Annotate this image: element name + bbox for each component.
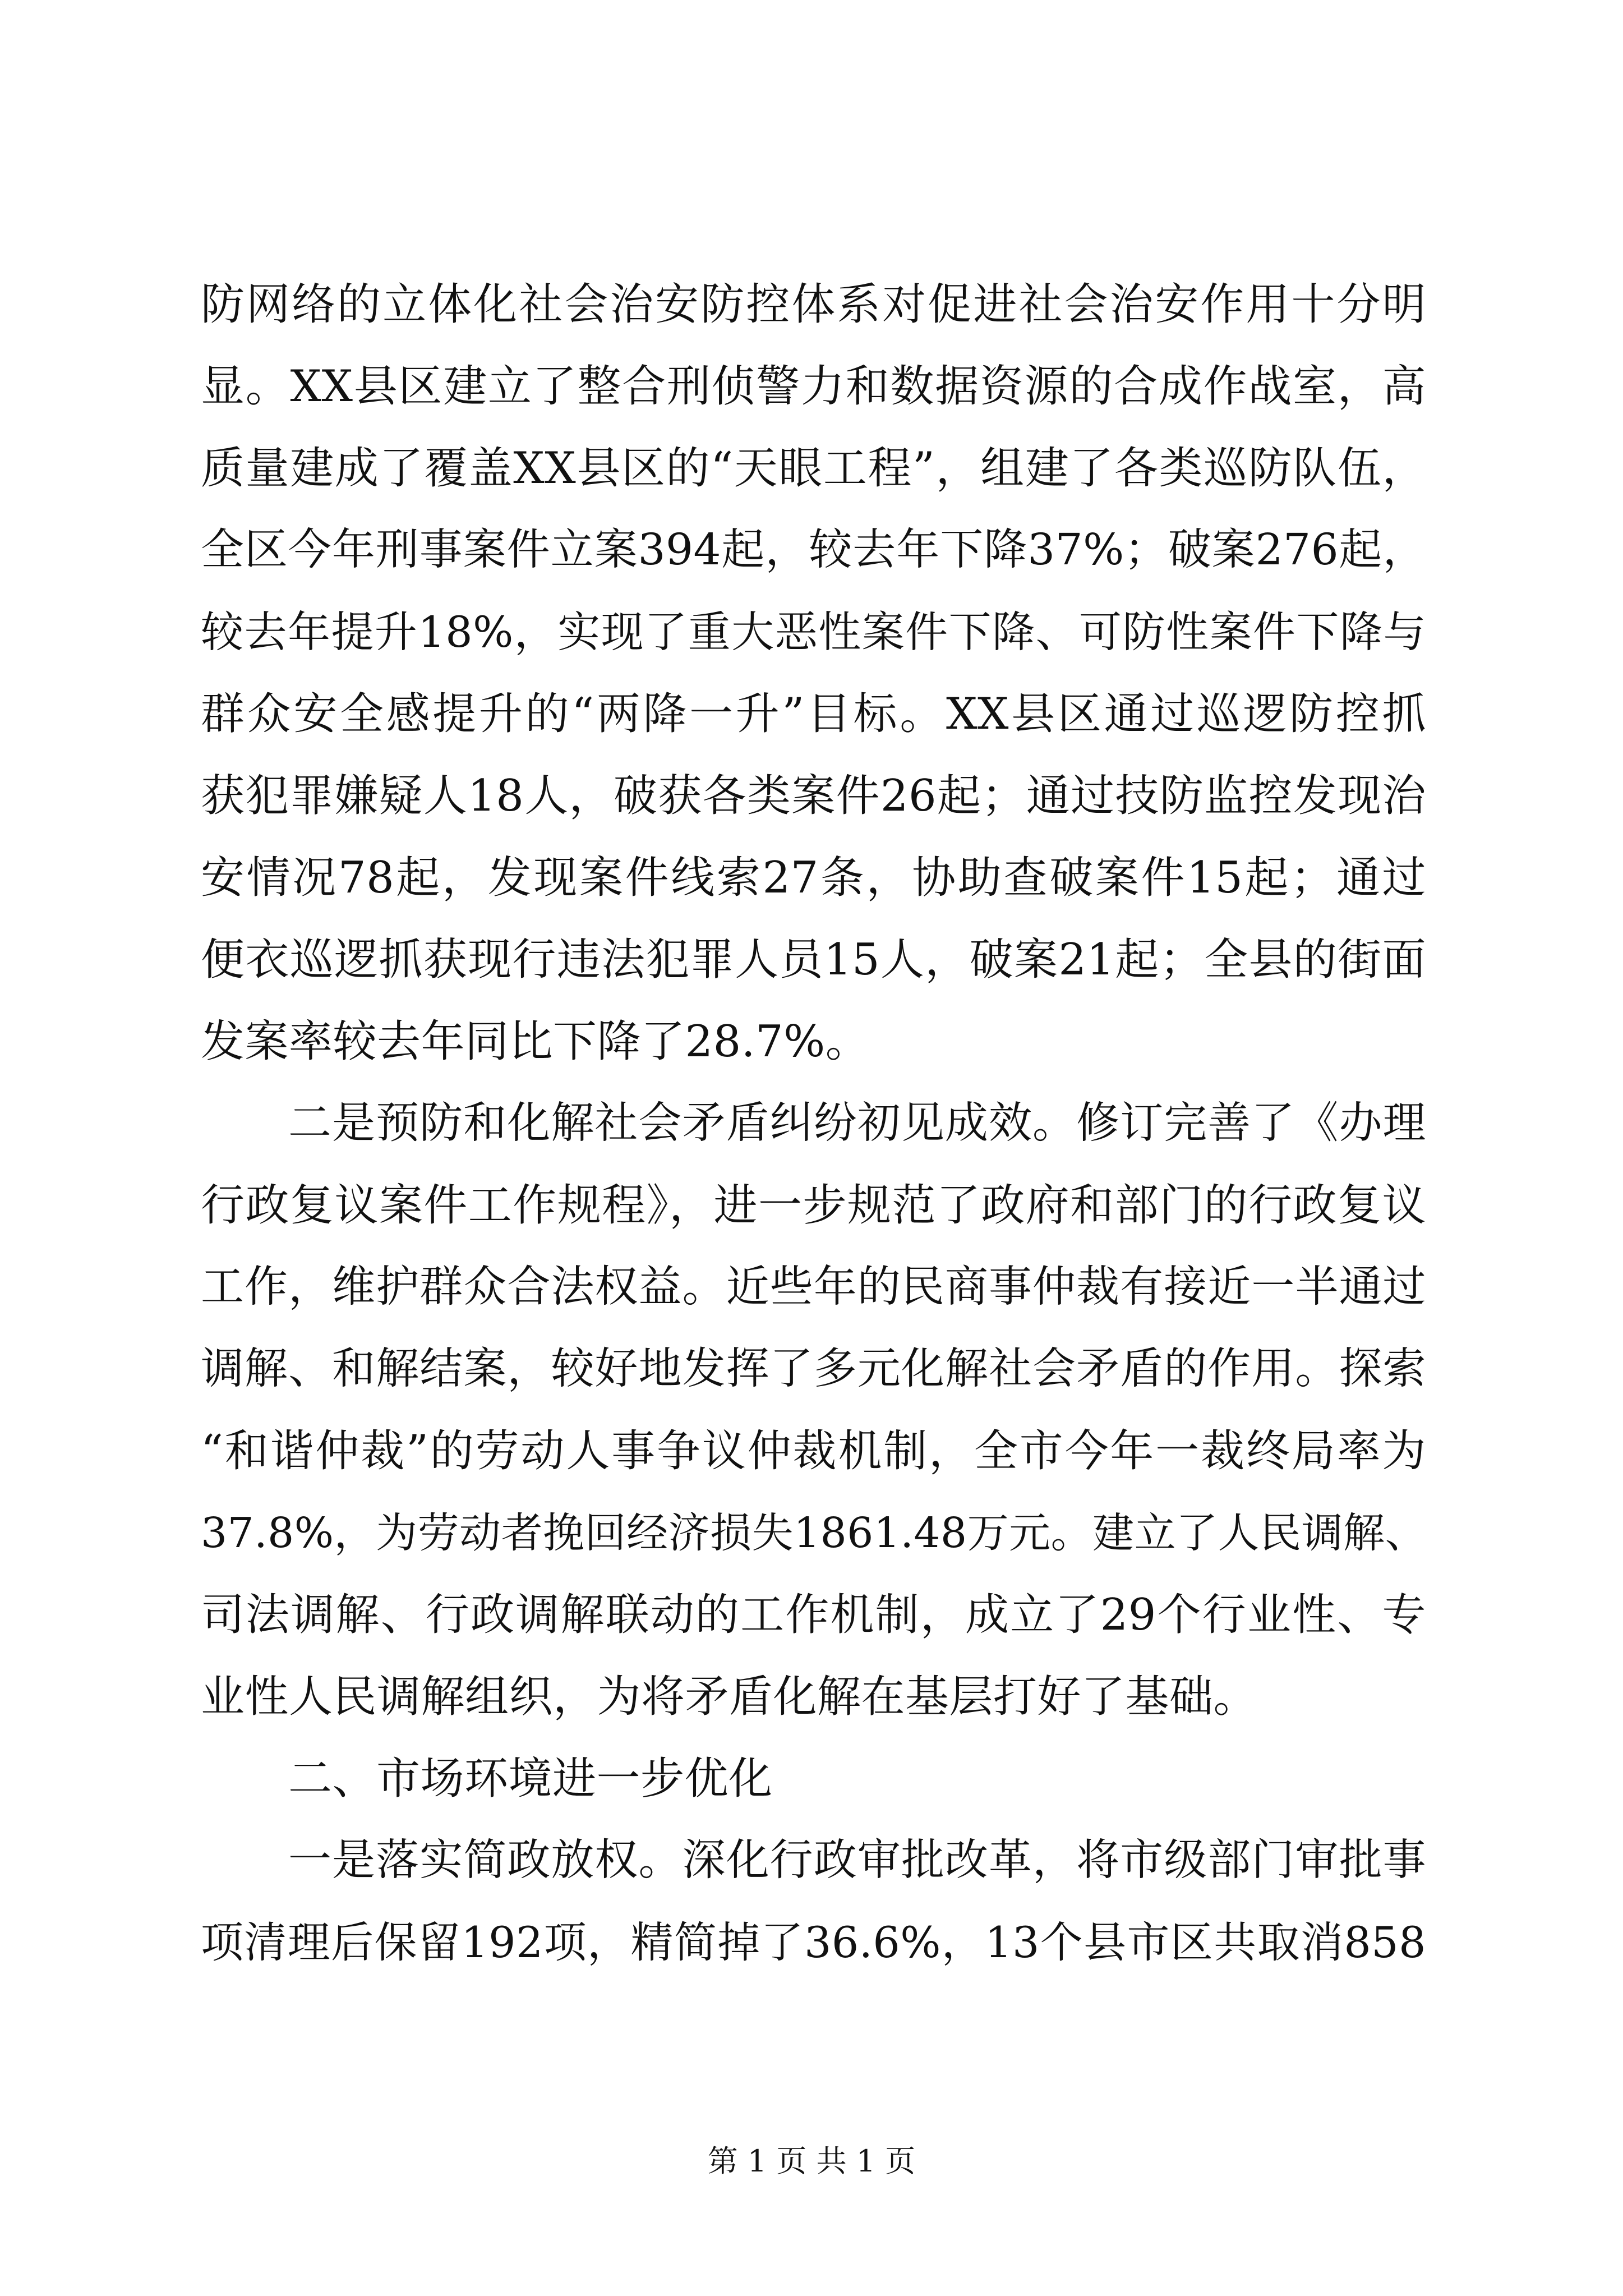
page-footer: 第 1 页 共 1 页 (707, 2143, 916, 2179)
text-line: 调解、和解结案，较好地发挥了多元化解社会矛盾的作用。探索 (201, 1344, 1426, 1394)
text-line: 一是落实简政放权。深化行政审批改革，将市级部门审批事 (288, 1835, 1426, 1885)
text-line: 工作，维护群众合法权益。近些年的民商事仲裁有接近一半通过 (201, 1262, 1426, 1312)
text-line: 行政复议案件工作规程》，进一步规范了政府和部门的行政复议 (201, 1180, 1426, 1231)
text-line: 防网络的立体化社会治安防控体系对促进社会治安作用十分明 (201, 279, 1426, 330)
text-line: 全区今年刑事案件立案394起，较去年下降37%；破案276起， (201, 525, 1426, 575)
body-text (201, 264, 1426, 1984)
text-line: 显。XX县区建立了整合刑侦警力和数据资源的合成作战室，高 (201, 361, 1426, 412)
text-line: 37.8%，为劳动者挽回经济损失1861.48万元。建立了人民调解、 (201, 1509, 1427, 1557)
text-line: 发案率较去年同比下降了28.7%。 (201, 1016, 870, 1067)
text-line: 群众安全感提升的“两降一升”目标。XX县区通过巡逻防控抓 (201, 689, 1426, 739)
text-line: 便衣巡逻抓获现行违法犯罪人员15人，破案21起；全县的街面 (201, 935, 1426, 985)
section-heading: 二、市场环境进一步优化 (288, 1754, 773, 1804)
text-line: “和谐仲裁”的劳动人事争议仲裁机制，全市今年一裁终局率为 (201, 1426, 1426, 1476)
text-line: 项清理后保留192项，精简掉了36.6%，13个县市区共取消858 (201, 1917, 1426, 1967)
text-line: 安情况78起，发现案件线索27条，协助查破案件15起；通过 (201, 853, 1426, 903)
text-line: 二是预防和化解社会矛盾纠纷初见成效。修订完善了《办理 (288, 1098, 1426, 1148)
text-line: 业性人民调解组织，为将矛盾化解在基层打好了基础。 (201, 1672, 1258, 1722)
text-line: 获犯罪嫌疑人18人，破获各类案件26起；通过技防监控发现治 (201, 771, 1426, 821)
text-line: 较去年提升18%，实现了重大恶性案件下降、可防性案件下降与 (201, 607, 1426, 657)
text-line: 质量建成了覆盖XX县区的“天眼工程”，组建了各类巡防队伍， (201, 443, 1426, 494)
text-line: 司法调解、行政调解联动的工作机制，成立了29个行业性、专 (201, 1590, 1426, 1640)
